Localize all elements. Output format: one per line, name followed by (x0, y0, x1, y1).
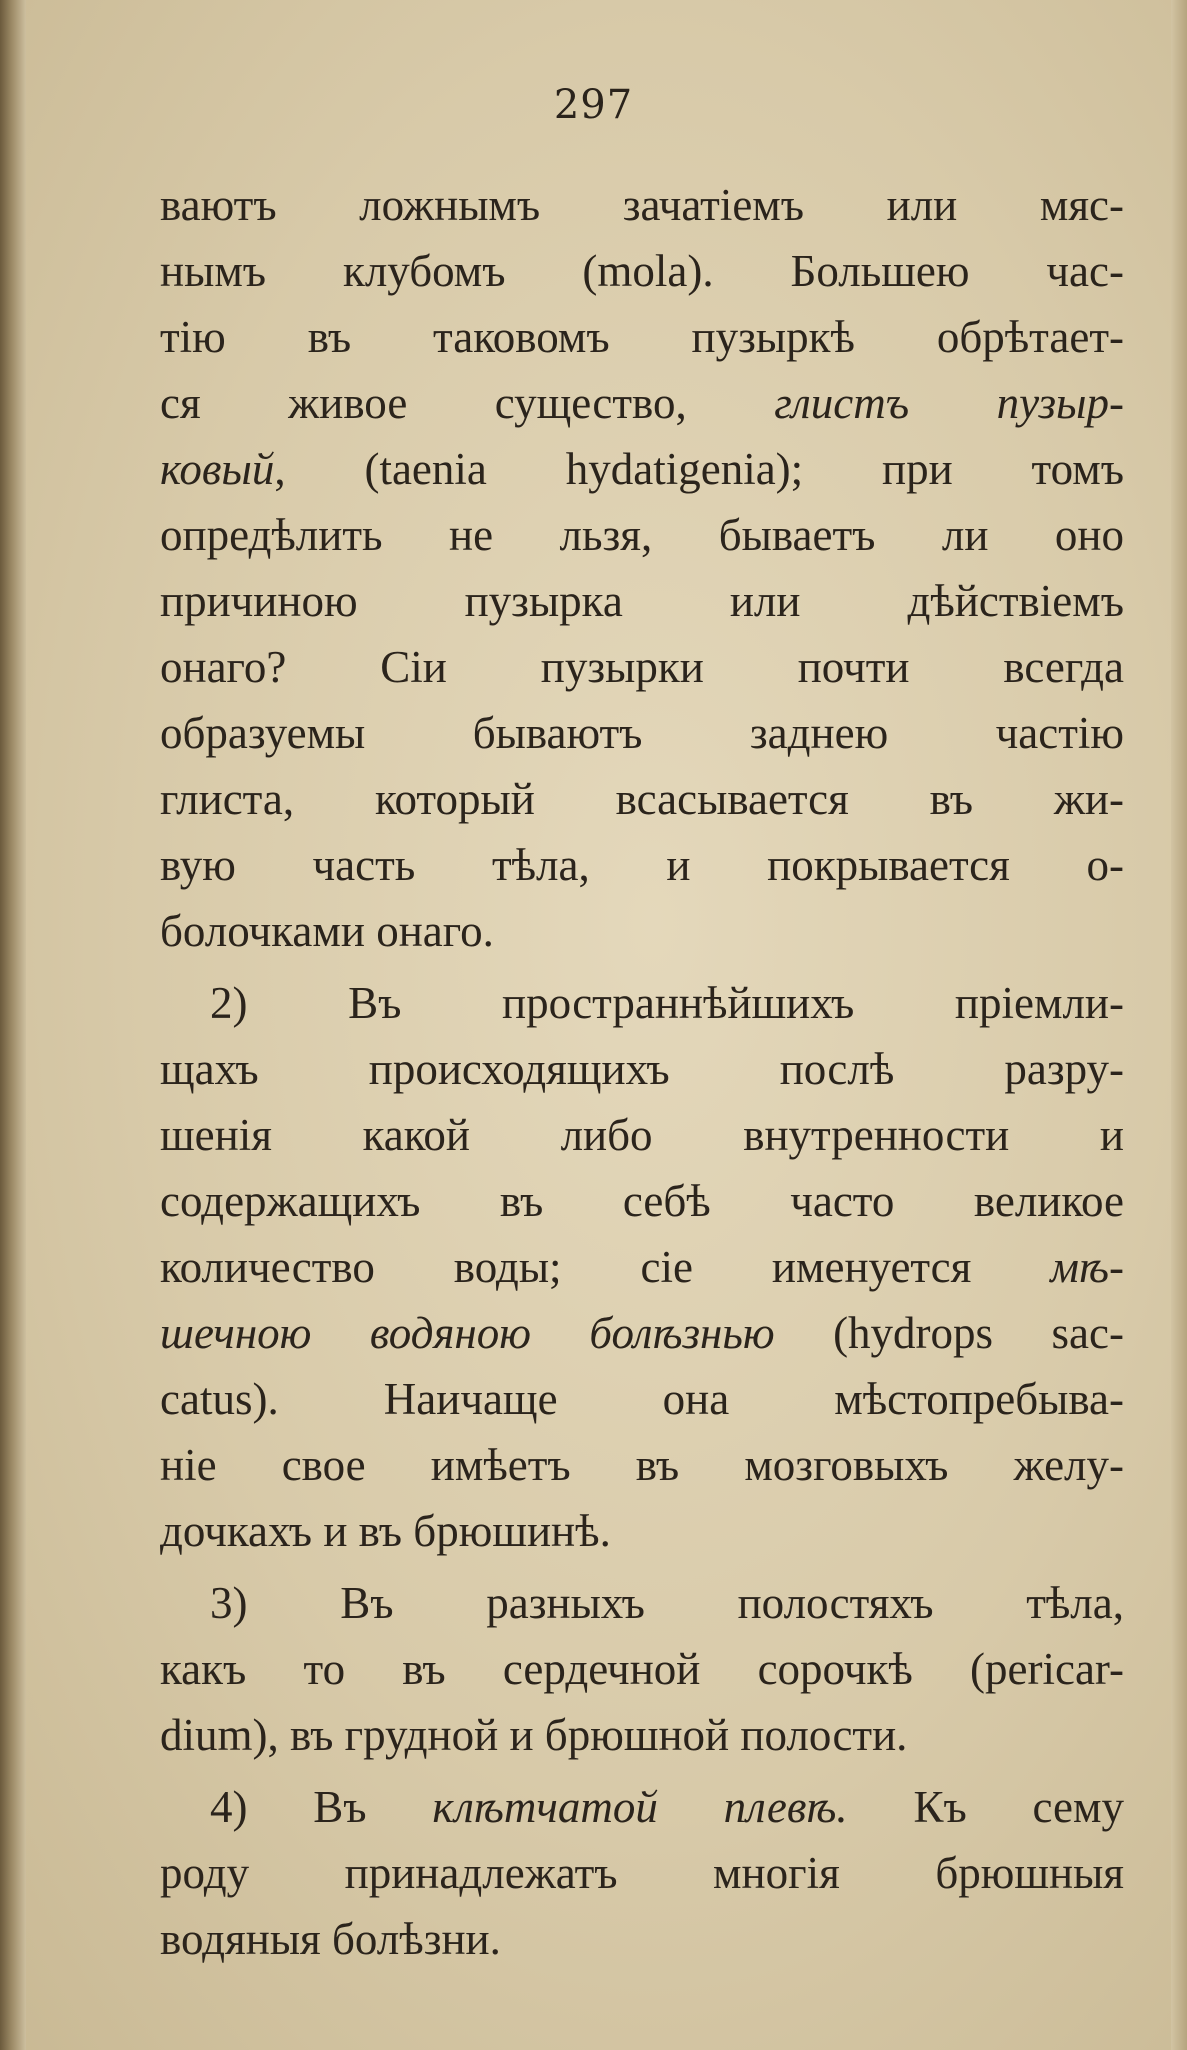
text-run: шенія какой либо внутренности и (160, 1110, 1124, 1160)
text-line (160, 568, 1124, 634)
text-line (160, 1840, 1124, 1906)
text-run: dium), въ грудной и брюшной полости. (160, 1710, 908, 1760)
text-line (160, 436, 1124, 502)
text-run: ніе свое имѣетъ въ мозговыхъ желу- (160, 1440, 1124, 1490)
text-run: тію въ таковомъ пузыркѣ обрѣтает- (160, 312, 1124, 362)
text-run: ся живое существо, (160, 378, 775, 428)
text-run: catus). Наичаще она мѣстопребыва- (160, 1374, 1124, 1424)
text-line (160, 1102, 1124, 1168)
text-run: щахъ происходящихъ послѣ разру- (160, 1044, 1124, 1094)
page-number: 297 (553, 82, 634, 128)
text-line (160, 1432, 1124, 1498)
text-line (160, 1234, 1124, 1300)
text-run: количество воды; сіе именуется (160, 1242, 1051, 1292)
text-line (160, 1300, 1124, 1366)
text-run: Къ сему (847, 1782, 1124, 1832)
text-run: 4) Въ (210, 1782, 433, 1832)
text-line (160, 634, 1124, 700)
text-run: 2) Въ пространнѣйшихъ пріемли- (210, 978, 1124, 1028)
text-line (160, 1774, 1124, 1840)
italic-term: шечною водяною болѣзнью (160, 1308, 775, 1358)
text-line (160, 1168, 1124, 1234)
text-line (160, 1498, 1124, 1564)
page-binding-edge (0, 0, 26, 2050)
text-line (160, 172, 1124, 238)
text-run: онаго? Сіи пузырки почти всегда (160, 642, 1124, 692)
text-line (160, 1906, 1124, 1972)
text-line (160, 1036, 1124, 1102)
text-run: , (taenia hydatigenia); при томъ (274, 444, 1124, 494)
text-line (160, 766, 1124, 832)
body-text (160, 172, 1124, 1972)
text-line (160, 238, 1124, 304)
text-line (160, 502, 1124, 568)
text-line (160, 1636, 1124, 1702)
italic-term: мѣ- (1050, 1242, 1124, 1292)
text-line (160, 832, 1124, 898)
text-line (160, 1702, 1124, 1768)
page-right-edge (1171, 0, 1187, 2050)
italic-term: клѣтчатой плевѣ. (432, 1782, 848, 1832)
text-run: вую часть тѣла, и покрывается о- (160, 840, 1124, 890)
italic-term: глистъ пузыр- (774, 378, 1124, 428)
text-line (160, 370, 1124, 436)
text-run: дочкахъ и въ брюшинѣ. (160, 1506, 611, 1556)
text-run: (hydrops sac- (774, 1308, 1124, 1358)
text-run: какъ то въ сердечной сорочкѣ (pericar- (160, 1644, 1124, 1694)
text-run: болочками онаго. (160, 906, 494, 956)
text-run: водяныя болѣзни. (160, 1914, 501, 1964)
text-run: причиною пузырка или дѣйствіемъ (160, 576, 1124, 626)
text-run: нымъ клубомъ (mola). Большею час- (160, 246, 1124, 296)
text-run: роду принадлежатъ многія брюшныя (160, 1848, 1124, 1898)
text-run: опредѣлить не льзя, бываетъ ли оно (160, 510, 1124, 560)
text-run: 3) Въ разныхъ полостяхъ тѣла, (210, 1578, 1124, 1628)
text-run: содержащихъ въ себѣ часто великое (160, 1176, 1124, 1226)
text-line (160, 1366, 1124, 1432)
text-line (160, 304, 1124, 370)
text-line (160, 970, 1124, 1036)
text-run: глиста, который всасывается въ жи- (160, 774, 1124, 824)
italic-term: ковый (160, 444, 275, 494)
text-run: образуемы бываютъ заднею частію (160, 708, 1124, 758)
text-line (160, 700, 1124, 766)
text-line (160, 1570, 1124, 1636)
text-line (160, 898, 1124, 964)
text-run: ваютъ ложнымъ зачатіемъ или мяс- (160, 180, 1124, 230)
